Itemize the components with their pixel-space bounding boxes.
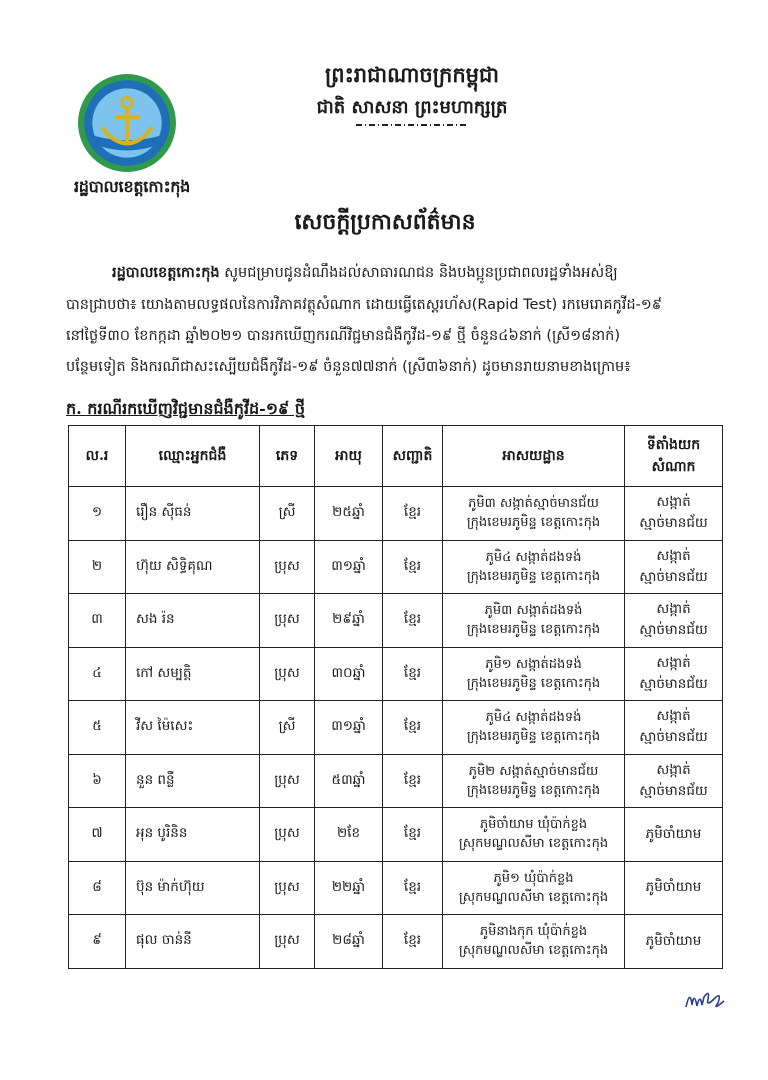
cell-sample-location-line-1: ភូមិចាំយាម [645, 879, 702, 896]
cell-sample-location [625, 754, 723, 808]
cell-nationality: ខ្មែរ [383, 487, 443, 541]
cell-sex: ប្រុស [260, 861, 315, 915]
cell-sample-location [625, 808, 723, 862]
cell-no: ៩ [69, 915, 126, 969]
cell-sample-location [625, 540, 723, 594]
cell-sample-location-line-1: ភូមិចាំយាម [645, 932, 702, 949]
cell-no: ៨ [69, 861, 126, 915]
cell-sample-location [625, 861, 723, 915]
cell-no: ៥ [69, 701, 126, 755]
provincial-emblem-icon [76, 72, 178, 174]
cell-address [443, 487, 625, 541]
cell-address-line-2: ក្រុងខេមរភូមិន្ទ ខេត្តកោះកុង [466, 782, 601, 798]
cell-age: ២ខែ [315, 808, 383, 862]
col-header-sample-location: ទីតាំងយក សំណាក [625, 426, 723, 487]
section-heading: ក. ករណីរកឃើញវិជ្ជមានជំងឺកូវីដ-១៩ ថ្មី [66, 399, 305, 418]
cell-nationality: ខ្មែរ [383, 915, 443, 969]
cell-address-line-1: ភូមិ៣ សង្កាត់ស្មាច់មានជ័យ [468, 496, 599, 512]
cell-name: សង រ៉ន [126, 594, 260, 648]
cell-age: ៣០ឆ្នាំ [315, 647, 383, 701]
handwritten-initials [682, 985, 728, 1013]
cell-age: ២៩ឆ្នាំ [315, 594, 383, 648]
cell-sample-location [625, 701, 723, 755]
paragraph-line-1-text: សូមជម្រាបជូនដំណឹងដល់សាធារណជន និងបងប្អូនប្រជាពលរដ្ឋទាំងអស់ឱ្យ [219, 265, 618, 281]
table-row [69, 594, 723, 648]
cell-no: ៦ [69, 754, 126, 808]
cell-nationality: ខ្មែរ [383, 647, 443, 701]
table-row [69, 647, 723, 701]
col-header-sex: ភេទ [260, 426, 315, 487]
cell-address-line-1: ភូមិ៣ សង្កាត់ដងទង់ [484, 603, 583, 619]
paragraph-lead: រដ្ឋបាលខេត្តកោះកុង [112, 264, 220, 281]
cell-sex: ប្រុស [260, 808, 315, 862]
cell-sex: ប្រុស [260, 915, 315, 969]
table-row [69, 808, 723, 862]
cell-address-line-1: ភូមិ១ សង្កាត់ដងទង់ [485, 656, 582, 672]
cell-sample-location-line-2: ស្មាច់មានជ័យ [639, 675, 708, 692]
cell-nationality: ខ្មែរ [383, 594, 443, 648]
cell-address [443, 754, 625, 808]
cell-address-line-2: ស្រុកមណ្ឌលសីមា ខេត្តកោះកុង [458, 943, 609, 959]
table-row [69, 754, 723, 808]
cell-nationality: ខ្មែរ [383, 861, 443, 915]
col-header-no: ល.រ [69, 426, 126, 487]
cell-sample-location [625, 594, 723, 648]
cell-name: ហ៊ុយ សិទ្ធិគុណ [126, 540, 260, 594]
paragraph-line-3: នៅថ្ងៃទី៣០ ខែកក្កដា ឆ្នាំ២០២១ បានរកឃើញករណីវិជ្ជមានជំងឺកូវីដ-១៩ ថ្មី ចំនួន៤៦នាក់ (ស្រី១៨នាក់) [66, 328, 621, 344]
cell-sex: ប្រុស [260, 754, 315, 808]
cell-address [443, 647, 625, 701]
cell-address-line-2: ក្រុងខេមរភូមិន្ទ ខេត្តកោះកុង [466, 515, 601, 531]
cell-address-line-1: ភូមិ១ ឃុំប៉ាក់ខ្លង [493, 870, 574, 886]
cell-age: ៥៣ឆ្នាំ [315, 754, 383, 808]
cell-nationality: ខ្មែរ [383, 754, 443, 808]
cell-sample-location-line-2: ស្មាច់មានជ័យ [639, 622, 708, 639]
cell-sample-location-line-1: ភូមិចាំយាម [645, 825, 702, 842]
cell-nationality: ខ្មែរ [383, 701, 443, 755]
paragraph-line-1 [112, 264, 768, 285]
table-row [69, 915, 723, 969]
cell-sample-location-line-1: សង្កាត់ [656, 601, 691, 618]
cell-sample-location [625, 915, 723, 969]
cell-sex: ស្រី [260, 701, 315, 755]
cell-address [443, 540, 625, 594]
cell-sample-location-line-1: សង្កាត់ [656, 547, 691, 564]
col-header-nationality: សញ្ជាតិ [383, 426, 443, 487]
cell-age: ២៥ឆ្នាំ [315, 487, 383, 541]
kingdom-title: ព្រះរាជាណាចក្រកម្ពុជា [324, 62, 499, 87]
cell-name: ផុល ចាន់នី [126, 915, 260, 969]
cell-sample-location-line-1: សង្កាត់ [656, 761, 691, 778]
cell-no: ៧ [69, 808, 126, 862]
motto-divider [356, 124, 466, 126]
cell-name: នួន ពន្លឺ [126, 754, 260, 808]
cell-no: ២ [69, 540, 126, 594]
cell-sex: ប្រុស [260, 540, 315, 594]
paragraph-line-2: បានជ្រាបថា៖ យោងតាមលទ្ធផលនៃការវិភាគវត្ថុសំណាក ដោយធ្វើតេស្តរហ័ស(Rapid Test) រកមេរោគកូវីដ-១៩ [66, 297, 663, 313]
cases-table [68, 425, 723, 969]
cell-sample-location [625, 487, 723, 541]
cell-sample-location-line-1: សង្កាត់ [656, 654, 691, 671]
cell-sex: ប្រុស [260, 647, 315, 701]
cell-sex: ស្រី [260, 487, 315, 541]
col-header-name: ឈ្មោះអ្នកជំងឺ [126, 426, 260, 487]
cell-address-line-1: ភូមិ៤ សង្កាត់ដងទង់ [485, 710, 582, 726]
table-header-row [69, 426, 723, 487]
cell-address-line-2: ក្រុងខេមរភូមិន្ទ ខេត្តកោះកុង [466, 729, 601, 745]
cell-sex: ប្រុស [260, 594, 315, 648]
cell-address [443, 594, 625, 648]
cell-sample-location [625, 647, 723, 701]
cell-address-line-2: ក្រុងខេមរភូមិន្ទ ខេត្តកោះកុង [466, 675, 601, 691]
cell-name: វីស ម៉ៃសេះ [126, 701, 260, 755]
national-motto: ជាតិ សាសនា ព្រះមហាក្សត្រ [316, 97, 508, 118]
cell-address-line-1: ភូមិ២ សង្កាត់ស្មាច់មានជ័យ [468, 763, 599, 779]
cell-address-line-2: ក្រុងខេមរភូមិន្ទ ខេត្តកោះកុង [466, 622, 601, 638]
table-row [69, 701, 723, 755]
cell-address [443, 808, 625, 862]
cell-address [443, 915, 625, 969]
cell-name: អុន បូរិនិន [126, 808, 260, 862]
cell-no: ៣ [69, 594, 126, 648]
cell-age: ២២ឆ្នាំ [315, 861, 383, 915]
cell-age: ៣១ឆ្នាំ [315, 540, 383, 594]
cell-sample-location-line-2: ស្មាច់មានជ័យ [639, 729, 708, 746]
table-row [69, 540, 723, 594]
cell-age: ៣១ឆ្នាំ [315, 701, 383, 755]
col-header-age: អាយុ [315, 426, 383, 487]
cell-address-line-1: ភូមិនាងកុក ឃុំប៉ាក់ខ្លង [479, 924, 588, 940]
cell-age: ២៨ឆ្នាំ [315, 915, 383, 969]
cell-nationality: ខ្មែរ [383, 540, 443, 594]
cell-address [443, 861, 625, 915]
cell-name: កៅ សម្បត្តិ [126, 647, 260, 701]
cell-sample-location-line-1: សង្កាត់ [656, 708, 691, 725]
cell-address [443, 701, 625, 755]
cell-address-line-2: ស្រុកមណ្ឌលសីមា ខេត្តកោះកុង [458, 836, 609, 852]
table-row [69, 487, 723, 541]
cell-sample-location-line-1: សង្កាត់ [656, 494, 691, 511]
col-header-address: អាសយដ្ឋាន [443, 426, 625, 487]
cell-name: រឿន ស៊ីធន់ [126, 487, 260, 541]
ministry-name: រដ្ឋបាលខេត្តកោះកុង [73, 177, 191, 196]
cell-no: ១ [69, 487, 126, 541]
paragraph-line-4: បន្ថែមទៀត និងករណីជាសះស្បើយជំងឺកូវីដ-១៩ ចំនួន៧៧នាក់ (ស្រី៣៦នាក់) ដូចមានរាយនាមខាងក្រោម៖ [66, 359, 631, 375]
cell-sample-location-line-2: ស្មាច់មានជ័យ [639, 568, 708, 585]
notice-title: សេចក្ដីប្រកាសព័ត៌មាន [294, 209, 476, 235]
cell-no: ៤ [69, 647, 126, 701]
table-row [69, 861, 723, 915]
cell-name: ប៊ុន ម៉ាក់ហ៊ុយ [126, 861, 260, 915]
cell-address-line-1: ភូមិចាំយាម ឃុំប៉ាក់ខ្លង [479, 817, 588, 833]
cell-address-line-2: ក្រុងខេមរភូមិន្ទ ខេត្តកោះកុង [466, 568, 601, 584]
cell-sample-location-line-2: ស្មាច់មានជ័យ [639, 782, 708, 799]
cell-address-line-2: ស្រុកមណ្ឌលសីមា ខេត្តកោះកុង [458, 889, 609, 905]
cell-address-line-1: ភូមិ៤ សង្កាត់ដងទង់ [485, 549, 582, 565]
cell-sample-location-line-2: ស្មាច់មានជ័យ [639, 515, 708, 532]
cell-nationality: ខ្មែរ [383, 808, 443, 862]
